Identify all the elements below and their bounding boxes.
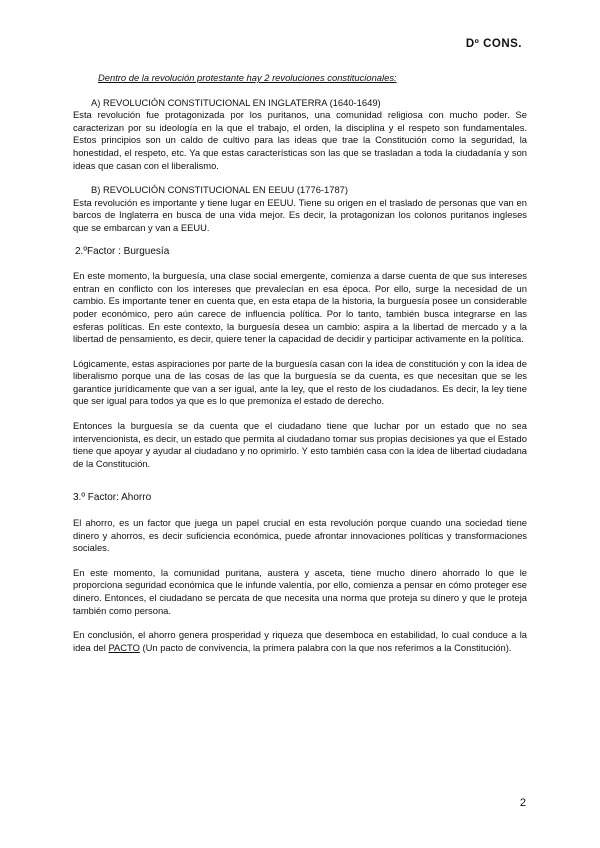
factor3-paragraph-2: En este momento, la comunidad puritana, austera y asceta, tiene mucho dinero ahorrado lo que le proporciona seguridad económica que le infunde valentía, por ello, comienza a pensar en cómo proteger ese dinero. Entonces, el ciudadano se percata de que necesita una norma que proteja su dinero y que le proteja también como persona. [73, 566, 527, 616]
section-b-heading: B) REVOLUCIÓN CONSTITUCIONAL EN EEUU (1776-1787) [91, 184, 349, 196]
factor2-paragraph-1: En este momento, la burguesía, una clase social emergente, comienza a darse cuenta de que sus intereses entran en conflicto con los intereses que prevalecían en esa época. Por ello, surge la necesidad de un cambio. Es importante tener en cuenta que, en esta etapa de la historia, la burguesía posee un considerable poder económico, pero aún carece de influencia política. Por lo tanto, también busca integrarse en las esferas políticas. En este contexto, la burguesía desea un cambio: aspira a la libertad de mercado y a la libertad de pensamiento, es decir, quiere tener la capacidad de decidir y participar activamente en la política. [73, 270, 527, 345]
factor3-paragraph-3 [73, 629, 527, 654]
section-b-text: Esta revolución es importante y tiene lugar en EEUU. Tiene su origen en el traslado de personas que van en barcos de Inglaterra en busca de una vida mejor. Es decir, la protagonizan los colonos puritanos ingleses que se embarcan y van a EEUU. [73, 196, 527, 233]
intro-line: Dentro de la revolución protestante hay 2 revoluciones constitucionales: [98, 72, 397, 83]
document-header-code: Dº CONS. [465, 38, 522, 50]
factor2-paragraph-2: Lógicamente, estas aspiraciones por parte de la burguesía casan con la idea de constitución y con la idea de liberalismo porque una de las cosas de las que la burguesía se da cuenta, es que necesitan que se les garantice jurídicamente que van a ser igual, ante la ley, que el resto de los ciudadanos. Es decir, la ley tiene que ser igual para todos ya que es lo que premoniza el estado de derecho. [73, 357, 527, 407]
page-number: 2 [519, 797, 526, 809]
factor2-paragraph-3: Entonces la burguesía se da cuenta que el ciudadano tiene que luchar por un estado que no sea intervencionista, es decir, un estado que permita al ciudadano tomar sus propias decisiones ya que el Estado tiene que apoyar y ayudar al ciudadano y no oprimirlo. Y esto también casa con la idea de libertad ciudadana de la Constitución. [73, 420, 527, 469]
factor3-p3-text-start: En conclusión, el ahorro genera prosperidad y riqueza que desemboca en estabilidad, lo cual conduce a la idea del [73, 629, 527, 653]
pacto-underlined: PACTO [108, 641, 140, 653]
section-a-text: Esta revolución fue protagonizada por los puritanos, una comunidad religiosa con mucho poder. Se caracterizan por su ideología en la que el trabajo, el orden, la disciplina y el respeto son fundamentales. Estos principios son un caldo de cultivo para las ideas que trae la Constitución como la seguridad, la honestidad, el respeto, etc. Ya que estas características son las que se trasladan a toda la ciudadanía y son ideas que casan con el liberalismo. [73, 109, 527, 171]
factor2-heading: 2.ºFactor : Burguesía [75, 245, 170, 257]
section-a-heading: A) REVOLUCIÓN CONSTITUCIONAL EN INGLATERRA (1640-1649) [91, 96, 381, 108]
factor3-p3-text-end: (Un pacto de convivencia, la primera palabra con la que nos referimos a la Constitución). [139, 641, 512, 653]
factor3-heading: 3.º Factor: Ahorro [73, 492, 152, 504]
document-body [73, 72, 527, 654]
factor3-paragraph-1: El ahorro, es un factor que juega un papel crucial en esta revolución porque cuando una sociedad tiene dinero y ahorros, es decir suficiencia económica, puede afrontar innovaciones políticas y transformaciones sociales. [73, 517, 527, 554]
